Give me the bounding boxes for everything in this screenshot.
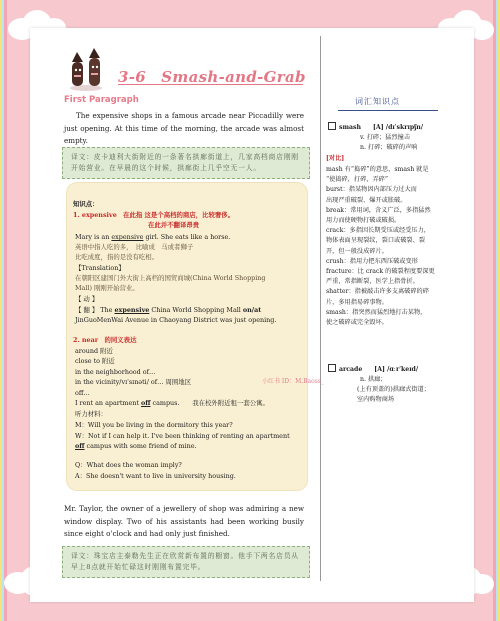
compare-line: 严重，常指断裂，医学上指骨折。	[326, 278, 419, 286]
synonym-5: off…	[75, 389, 90, 397]
note-item-2-heading: 2. near 的同义表达	[73, 336, 137, 344]
compare-line: crack：多指因长期受压或经受压力，	[326, 227, 430, 235]
note-item-1-subheading: 在此并不翻译昂贵	[148, 221, 200, 229]
paragraph-1: The expensive shops in a famous arcade near Piccadilly were just opening. At this time of the morning, the arcade was almost empty.	[64, 111, 304, 146]
dialogue-w1: W：Not if I can help it. I've been thinking of renting an apartment	[75, 432, 290, 440]
smash-phonetic: [A] /dɪˈskrɪpʃn/	[373, 124, 424, 131]
border-stripe-right	[493, 0, 500, 621]
vocab-heading: 词汇知识点	[355, 97, 400, 106]
keyword-expensive-2: expensive	[114, 306, 150, 314]
note-example-1-cn-2: 比吃成度，指的是没有吃相。	[75, 253, 159, 261]
section-heading: First Paragraph	[64, 95, 139, 105]
dialogue-text: campus with some friend of mine.	[84, 442, 197, 450]
listening-label: 听力材料：	[75, 410, 107, 418]
border-stripe-left	[0, 0, 7, 621]
compare-line: 出现严重破裂、爆开或胀破。	[326, 196, 407, 204]
translation-box-2: 译文：珠宝店主泰勒先生正在欣赏新布置的橱窗。他手下两名店员从早上8点就开始忙碌这时刚刚布置完毕。	[62, 546, 310, 578]
compare-line: shatter：指被敲击许多支离破碎的碎	[326, 288, 429, 296]
arcade-noun: n. 拱廊；	[360, 376, 387, 383]
compare-line: “使捣碎，打碎，弄碎”	[326, 176, 389, 184]
translation-line-1: 在朝阳区建国门外大街上高档的国贸商城(China World Shopping	[75, 274, 266, 282]
note-example-1-cn: 英语中指人吃的多， 比喻成 马或者狮子	[75, 243, 194, 251]
translation-line-2: Mall) 刚刚开始营业。	[75, 284, 139, 292]
keyword-off-2: off	[75, 442, 85, 450]
watermark: 小红书 ID：M.Baoss_	[262, 378, 324, 385]
fan-text: The	[98, 306, 115, 314]
translation-tag: 【Translation】	[75, 264, 125, 272]
compare-line: fracture：比 crack 的破裂程度要深更	[326, 268, 435, 276]
smash-noun: n. 打碎；破碎的声响	[360, 144, 418, 151]
arcade-noun-3: 室内购物商场	[357, 396, 395, 403]
mascot-illustration	[64, 48, 108, 92]
compare-line: 用力而使硬物打破或破损。	[326, 217, 401, 225]
arcade-entry	[328, 364, 468, 375]
compare-line: burst：指某物因内部压力过大而	[326, 186, 417, 194]
checkbox-icon	[328, 122, 336, 130]
dialogue-question: Q：What does the woman imply?	[75, 461, 182, 469]
example-text: I rent an apartment	[75, 399, 141, 407]
note-example-1	[75, 232, 230, 242]
compare-line: 片，多用指易碎事物。	[326, 298, 388, 306]
dialogue-m1: M：Will you be living in the dormitory this year?	[75, 421, 233, 429]
paragraph-2: Mr. Taylor, the owner of a jewellery of shop was admiring a new window display. Two of his assistants had been working busily since eight o'clock and had only just finished.	[64, 504, 304, 539]
compare-line: break：常用词，含义广泛，多指猛然	[326, 206, 431, 214]
smash-entry	[328, 122, 468, 133]
synonym-4: in the vicinity/vɪˈsɪnəti/ of… 周围地区	[75, 378, 192, 386]
compare-line: 使之破碎或完全毁坏。	[326, 319, 388, 327]
compare-line: smash：指突然而猛烈地打击某物，	[326, 308, 427, 316]
fan-tag: 【 翻 】	[75, 306, 99, 314]
compare-line: crush：指用力把东西压破或变形	[326, 257, 418, 265]
note-item-1-heading: 1. expensive 在此指 这是个高档的商店，比较奢侈。	[73, 211, 235, 219]
compare-line: 开，但一般没成碎片。	[326, 247, 388, 255]
example-text: campus. 我在校外附近租一套公寓。	[150, 399, 269, 407]
vocab-heading-underline	[338, 110, 438, 111]
dialogue-w1-cont	[75, 441, 197, 451]
keyword-on-at: on/at	[242, 306, 262, 314]
keyword-expensive: expensive	[111, 233, 144, 241]
example-text: girl. She eats like a horse.	[143, 233, 231, 241]
synonym-3: in the neighborhood of…	[75, 368, 156, 376]
translation-box-1: 译文：皮卡迪利大街附近的一条著名拱廊街道上，几家高档商店刚刚开始营业。在早晨的这个时候，拱廊街上几乎空无一人。	[62, 147, 310, 179]
synonym-2: close to 附近	[75, 357, 115, 365]
fan-text: China World Shopping Mall	[149, 306, 243, 314]
arcade-noun-2: (上有顶盖的)拱廊式街道；	[357, 386, 430, 393]
dialogue-answer: A：She doesn't want to live in university housing.	[75, 472, 236, 480]
compare-tag: [对比]	[326, 155, 345, 162]
ying-tag: 【 动 】	[75, 295, 99, 303]
compare-line: 物体表面呈现裂纹，裂口或破裂、裂	[326, 237, 425, 245]
compare-list	[326, 165, 471, 328]
compare-line: mash 有“捣碎”的意思，smash 就是	[326, 166, 429, 173]
note-example-2	[75, 398, 269, 408]
smash-word: smash	[339, 124, 362, 131]
fan-translation-line	[75, 305, 261, 315]
lesson-title: 3-6 Smash-and-Grab	[118, 68, 306, 86]
column-divider	[320, 36, 321, 581]
checkbox-icon	[328, 364, 336, 372]
synonym-1: around 附近	[75, 347, 113, 355]
smash-verb: v. 打碎；猛烈撞击	[360, 134, 411, 141]
keyword-off: off	[140, 399, 151, 407]
title-underline	[118, 84, 303, 85]
example-text: Mary is an	[75, 233, 112, 241]
fan-translation-line-2: JinGuoMenWai Avenue in Chaoyang District was just opening.	[75, 316, 277, 324]
arcade-word: arcade	[339, 366, 363, 373]
arcade-phonetic: [A] /ɑːrˈkeɪd/	[374, 366, 419, 373]
notes-header: 知识点：	[73, 200, 99, 208]
